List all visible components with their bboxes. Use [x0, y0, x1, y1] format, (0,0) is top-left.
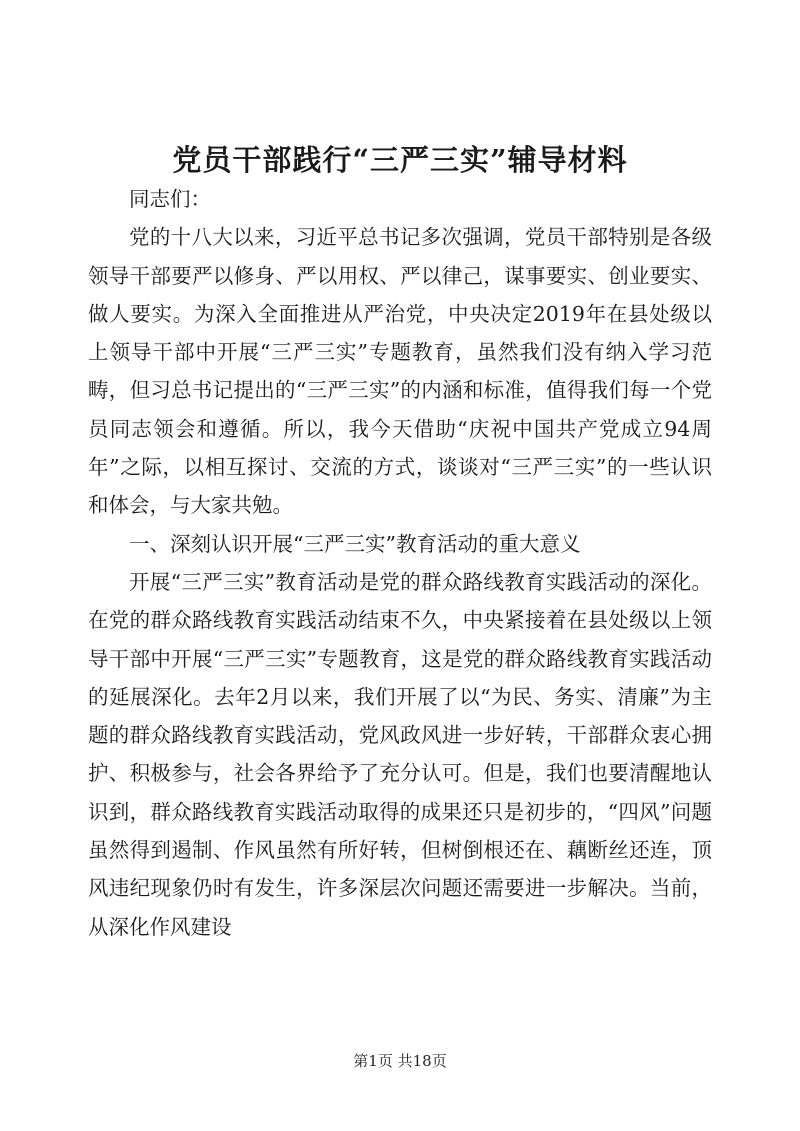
section-paragraph: 开展“三严三实”教育活动是党的群众路线教育实践活动的深化。在党的群众路线教育实践活动结束不久，中央紧接着在县处级以上领导干部中开展“三严三实”专题教育，这是党的群众路线教育实践活动的延展深化。去年2月以来，我们开展了以“为民、务实、清廉”为主题的群众路线教育实践活动，党风政风进一步好转，干部群众衷心拥护、积极参与，社会各界给予了充分认可。但是，我们也要清醒地认识到，群众路线教育实践活动取得的成果还只是初步的，“四风”问题虽然得到遏制、作风虽然有所好转，但树倒根还在、藕断丝还连，顶风违纪现象仍时有发生，许多深层次问题还需要进一步解决。当前，从深化作风建设 — [88, 569, 712, 939]
section-heading: 一、深刻认识开展“三严三实”教育活动的重大意义 — [129, 531, 581, 556]
page-footer: 第1页 共18页 — [353, 1052, 447, 1070]
intro-paragraph: 党的十八大以来，习近平总书记多次强调，党员干部特别是各级领导干部要严以修身、严以用权、严以律己，谋事要实、创业要实、做人要实。为深入全面推进从严治党，中央决定2019年在县处级以上领导干部中开展“三严三实”专题教育，虽然我们没有纳入学习范畴，但习总书记提出的“三严三实”的内涵和标准，值得我们每一个党员同志领会和遵循。所以，我今天借助“庆祝中国共产党成立94周年”之际，以相互探讨、交流的方式，谈谈对“三严三实”的一些认识和体会，与大家共勉。 — [88, 225, 712, 518]
salutation-paragraph: 同志们： — [129, 187, 211, 211]
document-body — [88, 180, 712, 946]
document-title: 党员干部践行“三严三实”辅导材料 — [172, 143, 628, 177]
